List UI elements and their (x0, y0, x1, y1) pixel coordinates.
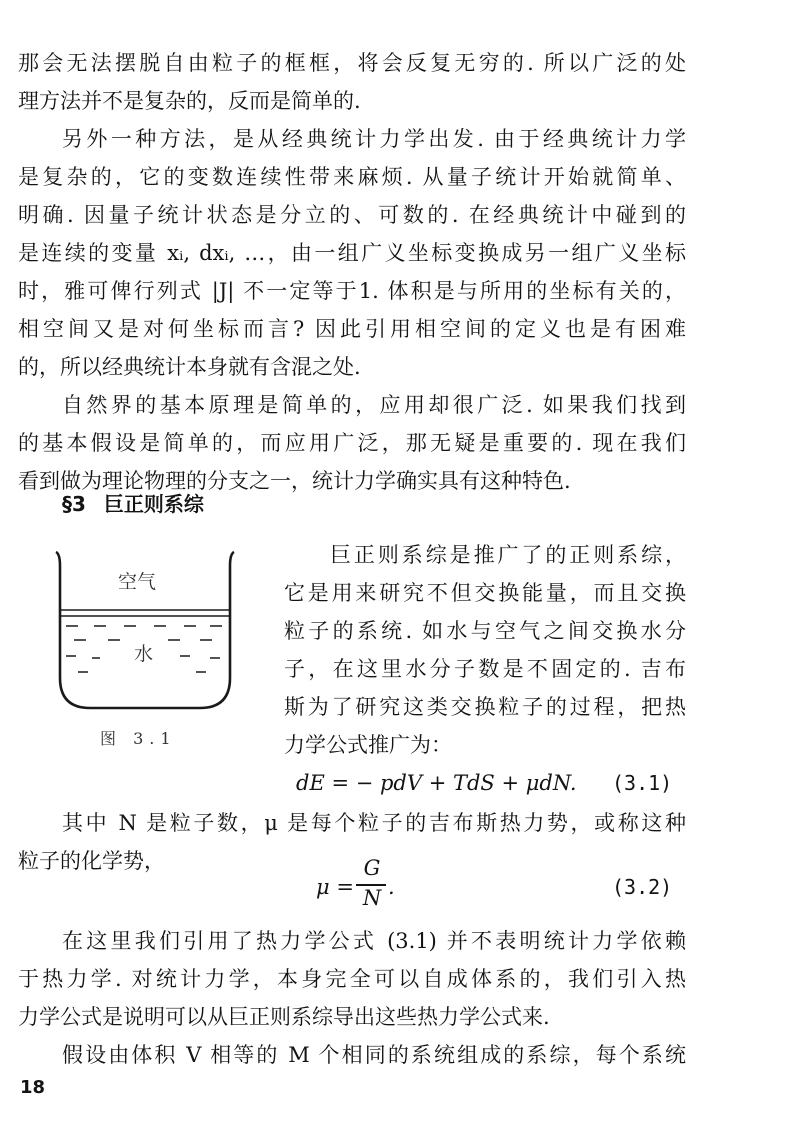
text-line: 另外一种方法，是从经典统计力学出发. 由于经典统计力学 (62, 127, 686, 151)
text-line: 子，在这里水分子数是不固定的. 吉布 (284, 657, 686, 681)
page-number: 18 (20, 1077, 46, 1098)
water-label: 水 (134, 643, 154, 665)
text-line: 是复杂的，它的变数连续性带来麻烦. 从量子统计开始就简单、 (18, 165, 686, 189)
text-line: 自然界的基本原理是简单的，应用却很广泛. 如果我们找到 (62, 393, 686, 417)
text-line: 力学公式推广为： (284, 733, 452, 757)
figure-container (50, 548, 240, 718)
text-line: 粒子的系统. 如水与空气之间交换水分 (284, 619, 686, 643)
equation-period: . (388, 875, 395, 899)
text-line: 在这里我们引用了热力学公式 (3.1) 并不表明统计力学依赖 (62, 929, 686, 953)
fraction-numerator: G (363, 856, 381, 880)
equation-number: (3.1) (612, 771, 673, 795)
text-line: 的，所以经典统计本身就有含混之处. (18, 355, 361, 379)
text-line: 的基本假设是简单的，而应用广泛，那无疑是重要的. 现在我们 (18, 431, 686, 455)
text-line: 看到做为理论物理的分支之一，统计力学确实具有这种特色. (18, 469, 571, 493)
text-line: 理方法并不是复杂的，反而是简单的. (18, 89, 361, 113)
text-line: 其中 N 是粒子数，μ 是每个粒子的吉布斯热力势，或称这种 (62, 811, 686, 835)
equation-number: (3.2) (612, 875, 673, 899)
fraction-denominator: N (362, 886, 382, 910)
section-heading (62, 490, 204, 518)
equation-lhs: μ = (316, 875, 354, 899)
text-line: 粒子的化学势， (18, 849, 165, 873)
section-title: 巨正则系综 (103, 492, 204, 516)
text-line: 力学公式是说明可以从巨正则系综导出这些热力学公式来. (18, 1005, 550, 1029)
text-line: 相空间又是对何坐标而言? 因此引用相空间的定义也是有困难 (18, 317, 686, 341)
equation-3-1: dE = − pdV + TdS + μdN. (296, 771, 577, 795)
air-label: 空气 (118, 571, 157, 593)
text-line: 于热力学. 对统计力学，本身完全可以自成体系的，我们引入热 (18, 967, 686, 991)
figure-caption: 图 3.1 (100, 729, 177, 748)
text-line: 斯为了研究这类交换粒子的过程，把热 (284, 695, 686, 719)
section-number: §3 (62, 492, 86, 516)
text-line: 明确. 因量子统计状态是分立的、可数的. 在经典统计中碰到的 (18, 203, 686, 227)
text-line: 是连续的变量 xᵢ, dxᵢ, …，由一组广义坐标变换成另一组广义坐标 (18, 241, 686, 265)
text-line: 那会无法摆脱自由粒子的框框，将会反复无穷的. 所以广泛的处 (18, 51, 686, 75)
text-line: 巨正则系综是推广了的正则系综， (330, 543, 686, 567)
text-line: 假设由体积 V 相等的 M 个相同的系统组成的系综，每个系统 (62, 1043, 686, 1067)
text-line: 它是用来研究不但交换能量，而且交换 (284, 581, 686, 605)
text-line: 时，雅可俾行列式 |J| 不一定等于1. 体积是与所用的坐标有关的， (18, 279, 686, 303)
